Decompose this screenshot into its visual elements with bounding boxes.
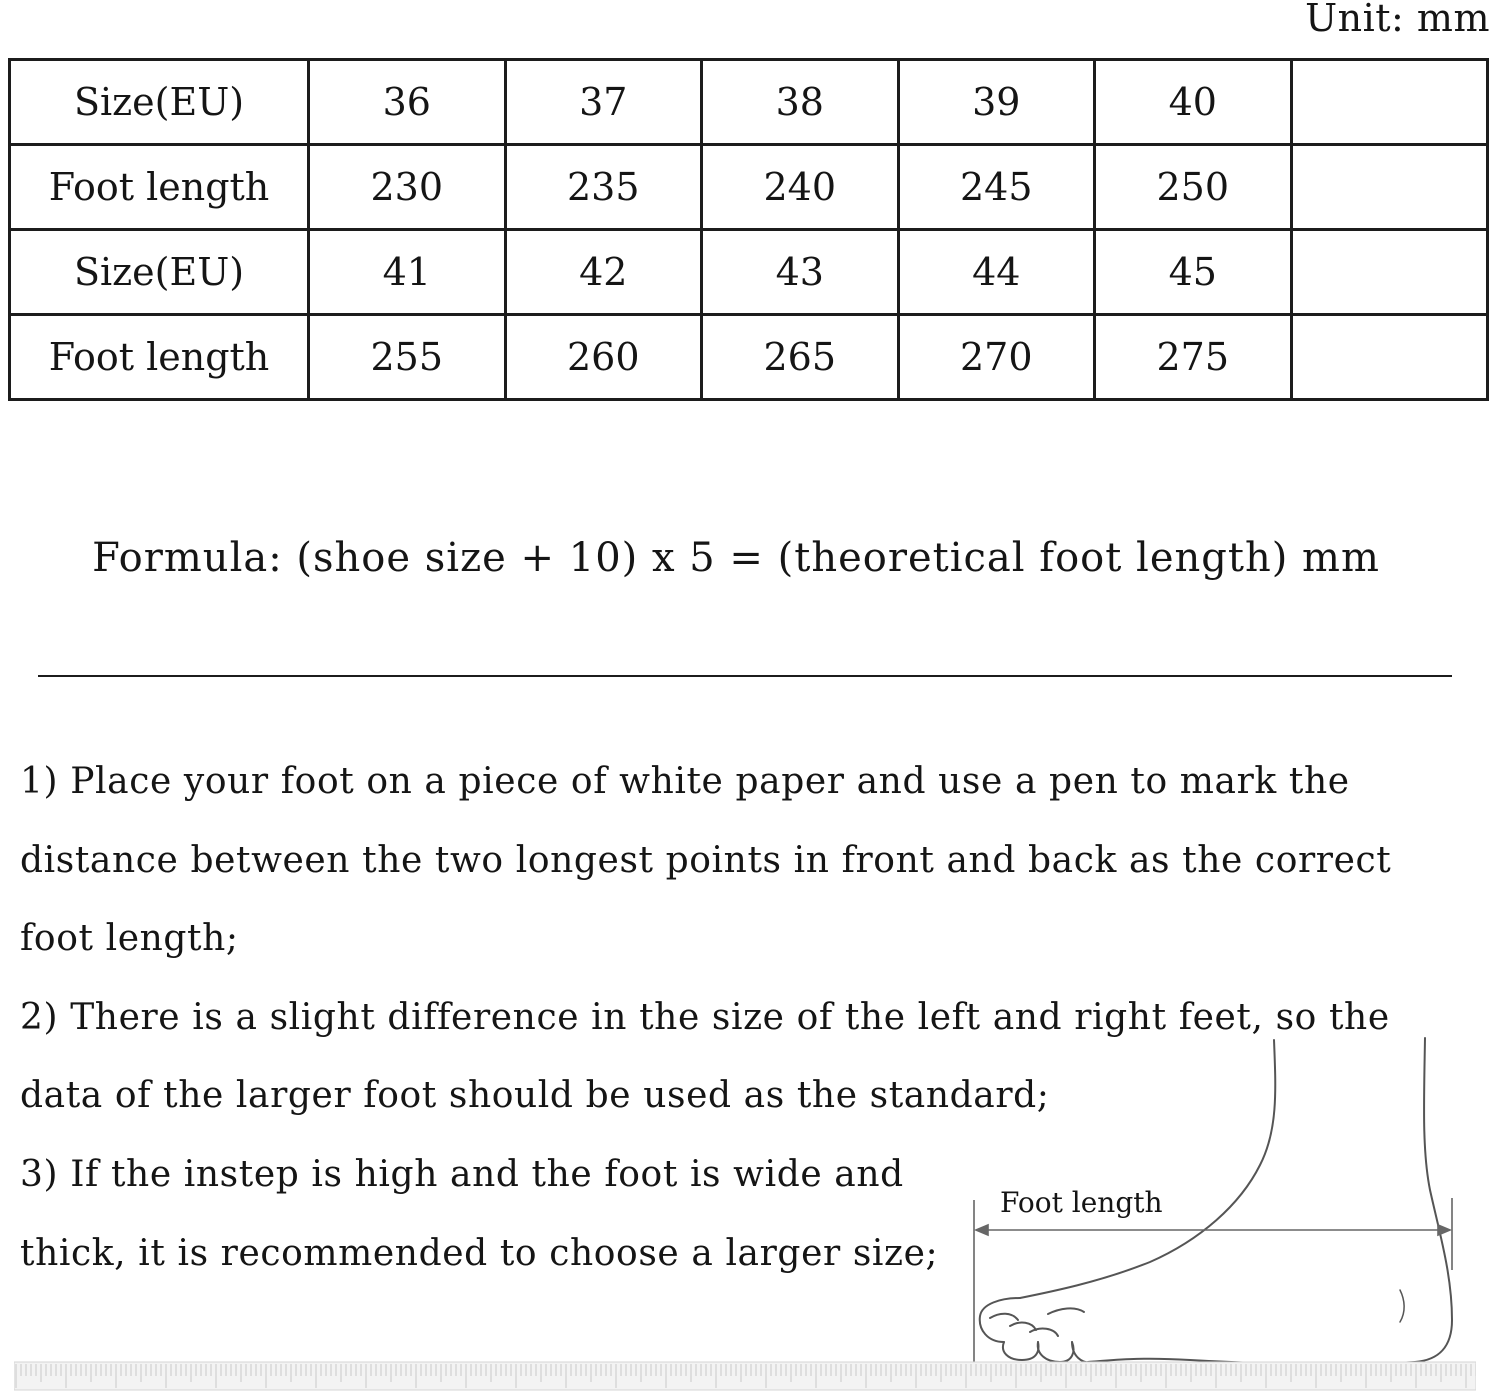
table-cell: 40: [1095, 60, 1292, 145]
instruction-line: 1) Place your foot on a piece of white paper and use a pen to mark the: [20, 761, 1350, 802]
table-cell: 38: [702, 60, 899, 145]
table-cell: 245: [898, 145, 1095, 230]
table-cell: 42: [505, 230, 702, 315]
row-header: Size(EU): [10, 230, 309, 315]
divider: [38, 675, 1452, 677]
table-cell: [1291, 230, 1488, 315]
table-cell: 235: [505, 145, 702, 230]
row-header: Foot length: [10, 315, 309, 400]
table-cell: 230: [309, 145, 506, 230]
table-cell: 260: [505, 315, 702, 400]
table-cell: 39: [898, 60, 1095, 145]
instruction-line: data of the larger foot should be used as the standard;: [20, 1075, 1050, 1116]
table-cell: 37: [505, 60, 702, 145]
row-header: Size(EU): [10, 60, 309, 145]
table-cell: [1291, 315, 1488, 400]
size-chart-table: [8, 58, 1489, 401]
unit-label: Unit: mm: [1305, 0, 1490, 40]
table-cell: 240: [702, 145, 899, 230]
row-header: Foot length: [10, 145, 309, 230]
formula-text: Formula: (shoe size + 10) x 5 = (theoretical foot length) mm: [92, 535, 1380, 581]
table-row: [10, 60, 1488, 145]
table-cell: 250: [1095, 145, 1292, 230]
ruler-graphic: [14, 1360, 1476, 1392]
table-row: [10, 145, 1488, 230]
table-cell: 44: [898, 230, 1095, 315]
table-cell: 255: [309, 315, 506, 400]
foot-length-label: Foot length: [1000, 1186, 1163, 1219]
table-cell: 45: [1095, 230, 1292, 315]
table-cell: [1291, 145, 1488, 230]
instruction-line: 2) There is a slight difference in the size of the left and right feet, so the: [20, 997, 1390, 1038]
table-cell: 43: [702, 230, 899, 315]
instruction-line: foot length;: [20, 918, 239, 959]
instruction-line: thick, it is recommended to choose a larger size;: [20, 1233, 939, 1274]
table-cell: 265: [702, 315, 899, 400]
table-row: [10, 230, 1488, 315]
table-cell: 270: [898, 315, 1095, 400]
table-cell: 36: [309, 60, 506, 145]
table-cell: 41: [309, 230, 506, 315]
table-cell: 275: [1095, 315, 1292, 400]
instruction-line: 3) If the instep is high and the foot is wide and: [20, 1154, 904, 1195]
table-cell: [1291, 60, 1488, 145]
instruction-line: distance between the two longest points in front and back as the correct: [20, 840, 1392, 881]
table-row: [10, 315, 1488, 400]
